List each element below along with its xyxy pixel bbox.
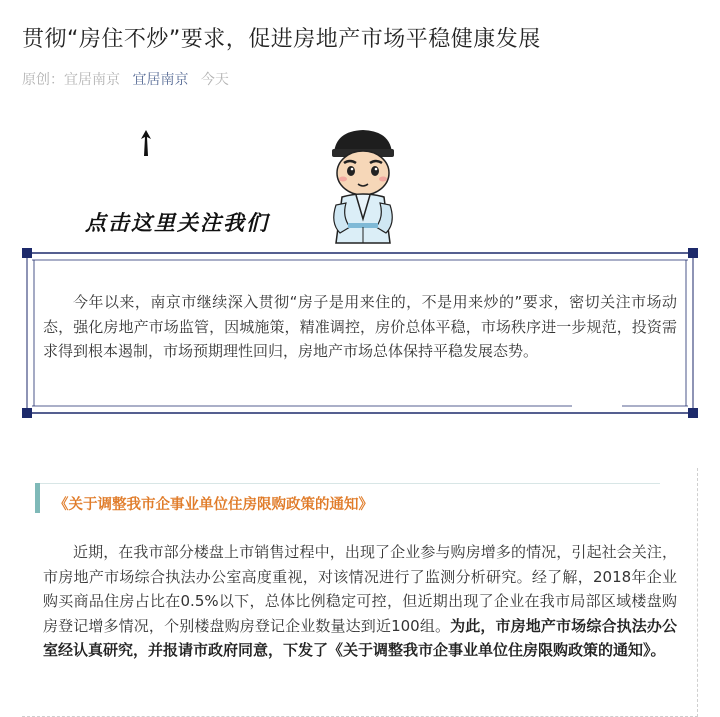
paragraph-bold-text: 为此，市房地产市场综合执法办公室经认真研究，并报请市政府同意，下发了《关于调整我市企事业单位住房限购政策的通知》。: [43, 616, 677, 659]
notice-accent-bar: [35, 483, 40, 513]
frame-corner: [22, 408, 32, 418]
notice-paragraph: [43, 540, 677, 663]
frame-corner: [22, 248, 32, 258]
follow-us-link[interactable]: 点击这里关注我们: [85, 210, 269, 235]
author-name[interactable]: 宜居南京: [64, 72, 120, 88]
notice-top-rule: [40, 483, 660, 484]
article-meta: [22, 69, 237, 89]
mascot-illustration: [328, 127, 398, 245]
notice-title: 《关于调整我市企事业单位住房限购政策的通知》: [54, 497, 373, 513]
paragraph-text: 近期，在我市部分楼盘上市销售过程中，出现了企业参与购房增多的情况，引起社会关注，市房地产市场综合执法办公室高度重视，对该情况进行了监测分析研究。经了解，2018年企业购买商品住房占比在0.5%以下，总体比例稳定可控，但近期出现了企业在我市局部区域楼盘购房登记增多情况，个别楼盘购房登记企业数量达到近100组。: [43, 543, 677, 635]
account-link[interactable]: 宜居南京: [132, 72, 189, 88]
up-arrow-icon: [136, 128, 156, 158]
publish-time: 今天: [200, 72, 229, 88]
original-label: 原创：: [22, 72, 64, 88]
frame-corner: [688, 248, 698, 258]
frame-corner: [688, 408, 698, 418]
intro-paragraph: 今年以来，南京市继续深入贯彻“房子是用来住的，不是用来炒的”要求，密切关注市场动态，强化房地产市场监管，因城施策，精准调控，房价总体平稳，市场秩序进一步规范，投资需求得到根本遏制，市场预期理性回归，房地产市场总体保持平稳发展态势。: [43, 293, 677, 360]
article-title: 贯彻“房住不炒”要求，促进房地产市场平稳健康发展: [22, 27, 541, 52]
